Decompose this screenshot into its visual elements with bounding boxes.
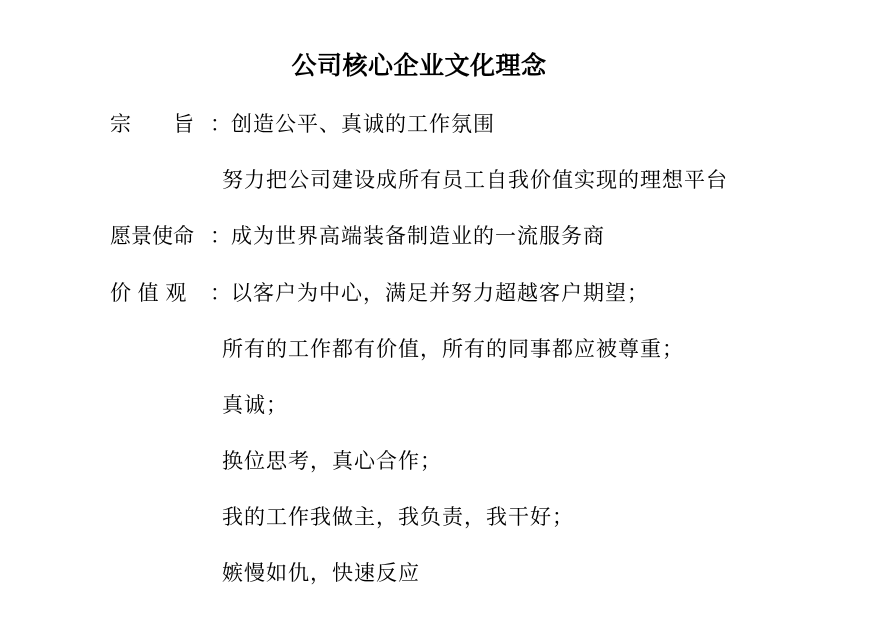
document-title: 公司核心企业文化理念 — [291, 51, 547, 80]
section-label-values: 价 值 观 — [110, 281, 187, 305]
purpose-text-line-2: 努力把公司建设成所有员工自我价值实现的理想平台 — [222, 168, 728, 192]
values-text-line-2: 所有的工作都有价值，所有的同事都应被尊重； — [222, 337, 684, 361]
vision-mission-text: 成为世界高端装备制造业的一流服务商 — [231, 224, 605, 248]
purpose-text-line-1: 创造公平、真诚的工作氛围 — [231, 112, 495, 136]
values-text-line-3: 真诚； — [222, 393, 288, 417]
section-label-purpose: 宗 旨 — [110, 112, 194, 136]
values-text-line-5: 我的工作我做主，我负责，我干好； — [222, 505, 574, 529]
section-label-vision-mission: 愿景使命 — [110, 224, 194, 248]
section-colon: ： — [210, 281, 231, 305]
section-colon: ： — [210, 112, 231, 136]
section-colon: ： — [210, 224, 231, 248]
values-text-line-6: 嫉慢如仇，快速反应 — [222, 561, 420, 585]
values-text-line-4: 换位思考，真心合作； — [222, 449, 442, 473]
values-text-line-1: 以客户为中心，满足并努力超越客户期望； — [231, 281, 649, 305]
